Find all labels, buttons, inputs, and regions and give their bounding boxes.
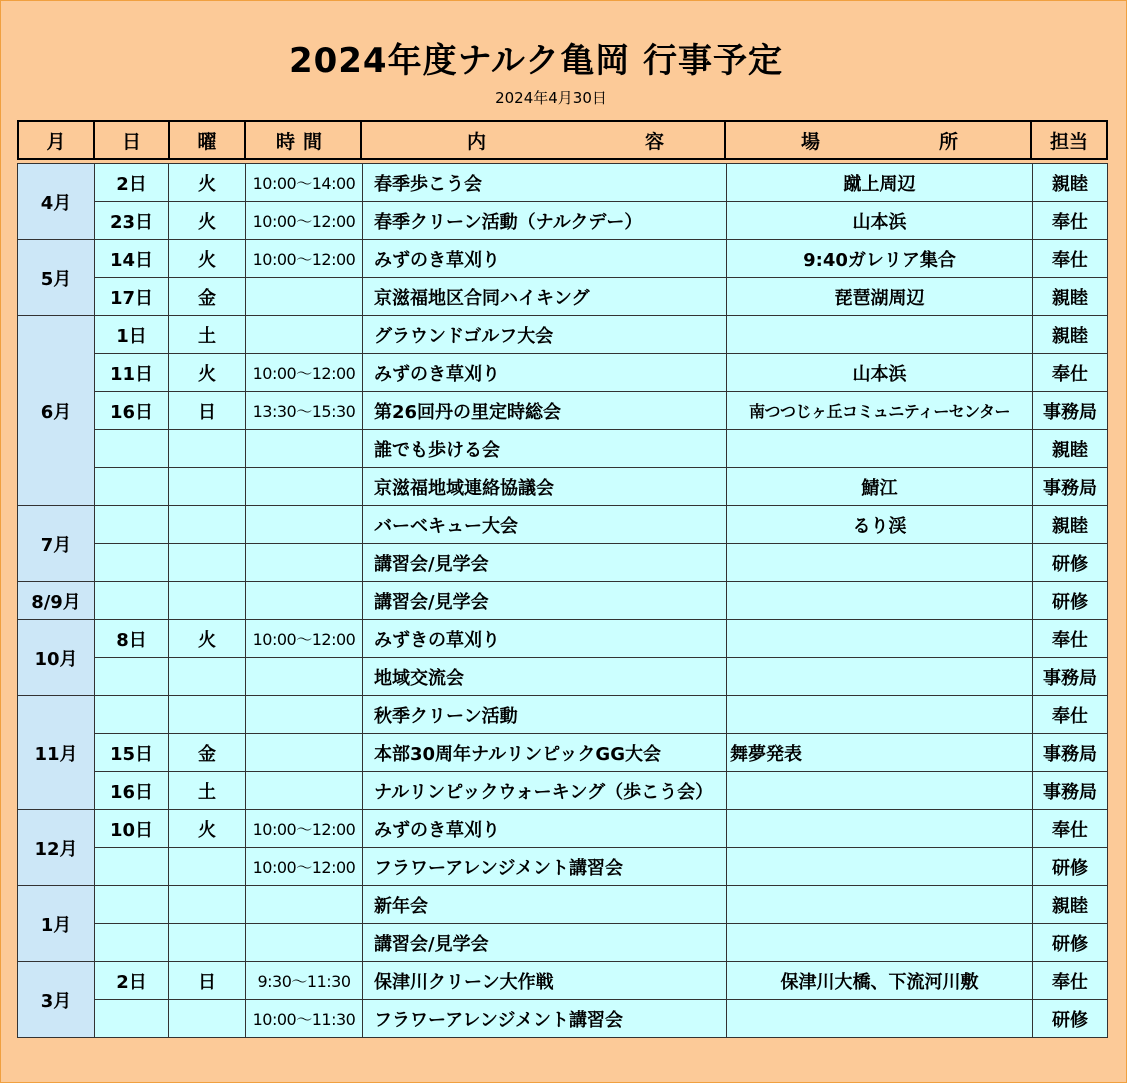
content-cell: みずのき草刈り: [363, 810, 727, 848]
schedule-header: [17, 120, 1108, 160]
place-cell: 山本浜: [727, 354, 1033, 392]
day-cell: 8日: [95, 620, 169, 658]
day-cell: 11日: [95, 354, 169, 392]
month-cell: 8/9月: [18, 582, 95, 620]
place-cell: [727, 1000, 1033, 1038]
issue-date: 2024年4月30日: [495, 89, 607, 107]
table-row: [18, 240, 1108, 278]
place-cell: [727, 544, 1033, 582]
table-row: [18, 848, 1108, 886]
time-cell: [246, 658, 363, 696]
table-row: [18, 392, 1108, 430]
month-cell: 5月: [18, 240, 95, 316]
time-cell: [246, 696, 363, 734]
day-cell: 16日: [95, 772, 169, 810]
charge-cell: 研修: [1033, 848, 1108, 886]
time-cell: 10:00～12:00: [246, 202, 363, 240]
time-cell: 10:00～12:00: [246, 810, 363, 848]
content-cell: 誰でも歩ける会: [363, 430, 727, 468]
content-cell: みずのき草刈り: [363, 240, 727, 278]
time-cell: 9:30～11:30: [246, 962, 363, 1000]
charge-cell: 事務局: [1033, 468, 1108, 506]
day-cell: 16日: [95, 392, 169, 430]
table-row: [18, 468, 1108, 506]
day-cell: 10日: [95, 810, 169, 848]
content-cell: 秋季クリーン活動: [363, 696, 727, 734]
time-cell: [246, 886, 363, 924]
place-cell: [727, 886, 1033, 924]
weekday-cell: 土: [169, 316, 246, 354]
weekday-cell: [169, 430, 246, 468]
day-cell: [95, 1000, 169, 1038]
month-cell: 12月: [18, 810, 95, 886]
day-cell: [95, 848, 169, 886]
place-cell: [727, 772, 1033, 810]
day-cell: [95, 544, 169, 582]
charge-cell: 奉仕: [1033, 240, 1108, 278]
day-cell: 23日: [95, 202, 169, 240]
day-cell: [95, 696, 169, 734]
place-cell: [727, 430, 1033, 468]
time-cell: 10:00～12:00: [246, 620, 363, 658]
charge-cell: 親睦: [1033, 430, 1108, 468]
table-row: [18, 506, 1108, 544]
weekday-cell: 火: [169, 810, 246, 848]
content-cell: 講習会/見学会: [363, 924, 727, 962]
content-cell: 保津川クリーン大作戦: [363, 962, 727, 1000]
time-cell: 10:00～12:00: [246, 240, 363, 278]
time-cell: 10:00～12:00: [246, 354, 363, 392]
place-cell: るり渓: [727, 506, 1033, 544]
table-row: [18, 164, 1108, 202]
time-cell: 10:00～11:30: [246, 1000, 363, 1038]
table-row: [18, 962, 1108, 1000]
content-cell: 京滋福地区合同ハイキング: [363, 278, 727, 316]
content-cell: 春季歩こう会: [363, 164, 727, 202]
charge-cell: 研修: [1033, 582, 1108, 620]
content-cell: 新年会: [363, 886, 727, 924]
charge-cell: 事務局: [1033, 772, 1108, 810]
weekday-cell: [169, 582, 246, 620]
charge-cell: 奉仕: [1033, 962, 1108, 1000]
charge-cell: 事務局: [1033, 392, 1108, 430]
table-row: [18, 620, 1108, 658]
charge-cell: 事務局: [1033, 734, 1108, 772]
content-cell: フラワーアレンジメント講習会: [363, 1000, 727, 1038]
charge-cell: 親睦: [1033, 316, 1108, 354]
charge-cell: 研修: [1033, 924, 1108, 962]
header-day: 日: [94, 121, 169, 159]
table-row: [18, 430, 1108, 468]
time-cell: 13:30～15:30: [246, 392, 363, 430]
header-place-b: 所: [938, 130, 958, 153]
day-cell: 14日: [95, 240, 169, 278]
weekday-cell: 火: [169, 164, 246, 202]
place-cell: 鯖江: [727, 468, 1033, 506]
content-cell: 講習会/見学会: [363, 544, 727, 582]
day-cell: 2日: [95, 962, 169, 1000]
time-cell: [246, 772, 363, 810]
time-cell: 10:00～14:00: [246, 164, 363, 202]
weekday-cell: [169, 658, 246, 696]
month-cell: 6月: [18, 316, 95, 506]
place-cell: 保津川大橋、下流河川敷: [727, 962, 1033, 1000]
place-cell: 9:40ガレリア集合: [727, 240, 1033, 278]
page-title: 2024年度ナルク亀岡 行事予定: [288, 41, 784, 81]
time-cell: [246, 582, 363, 620]
month-cell: 3月: [18, 962, 95, 1038]
place-cell: [727, 924, 1033, 962]
time-cell: [246, 506, 363, 544]
charge-cell: 親睦: [1033, 164, 1108, 202]
day-cell: 2日: [95, 164, 169, 202]
content-cell: 地域交流会: [363, 658, 727, 696]
content-cell: 春季クリーン活動（ナルクデー）: [363, 202, 727, 240]
content-cell: 京滋福地域連絡協議会: [363, 468, 727, 506]
header-charge: 担当: [1031, 121, 1107, 159]
table-row: [18, 316, 1108, 354]
weekday-cell: 火: [169, 202, 246, 240]
content-cell: 本部30周年ナルリンピックGG大会: [363, 734, 727, 772]
table-row: [18, 772, 1108, 810]
content-cell: フラワーアレンジメント講習会: [363, 848, 727, 886]
content-cell: 講習会/見学会: [363, 582, 727, 620]
time-cell: [246, 734, 363, 772]
month-cell: 1月: [18, 886, 95, 962]
place-cell: [727, 582, 1033, 620]
day-cell: 15日: [95, 734, 169, 772]
table-row: [18, 544, 1108, 582]
header-place-a: 場: [801, 130, 821, 153]
table-row: [18, 810, 1108, 848]
month-cell: 7月: [18, 506, 95, 582]
table-row: [18, 202, 1108, 240]
weekday-cell: 火: [169, 354, 246, 392]
weekday-cell: 日: [169, 392, 246, 430]
table-row: [18, 278, 1108, 316]
day-cell: [95, 886, 169, 924]
weekday-cell: 火: [169, 240, 246, 278]
weekday-cell: [169, 924, 246, 962]
place-cell: [727, 658, 1033, 696]
header-month: 月: [18, 121, 94, 159]
charge-cell: 親睦: [1033, 886, 1108, 924]
charge-cell: 研修: [1033, 544, 1108, 582]
month-cell: 10月: [18, 620, 95, 696]
place-cell: 琵琶湖周辺: [727, 278, 1033, 316]
time-cell: [246, 924, 363, 962]
time-cell: [246, 316, 363, 354]
header-time: 時間: [245, 121, 361, 159]
weekday-cell: [169, 468, 246, 506]
table-row: [18, 582, 1108, 620]
charge-cell: 奉仕: [1033, 202, 1108, 240]
place-cell: [727, 620, 1033, 658]
day-cell: [95, 468, 169, 506]
table-row: [18, 886, 1108, 924]
place-cell: [727, 696, 1033, 734]
place-cell: [727, 316, 1033, 354]
weekday-cell: 金: [169, 278, 246, 316]
charge-cell: 事務局: [1033, 658, 1108, 696]
weekday-cell: [169, 886, 246, 924]
table-row: [18, 734, 1108, 772]
day-cell: [95, 430, 169, 468]
charge-cell: 奉仕: [1033, 620, 1108, 658]
day-cell: [95, 924, 169, 962]
table-row: [18, 924, 1108, 962]
table-row: [18, 354, 1108, 392]
day-cell: [95, 506, 169, 544]
time-cell: 10:00～12:00: [246, 848, 363, 886]
day-cell: 17日: [95, 278, 169, 316]
header-place: [725, 121, 1031, 159]
charge-cell: 親睦: [1033, 506, 1108, 544]
place-cell: 舞夢発表: [727, 734, 1033, 772]
month-cell: 4月: [18, 164, 95, 240]
schedule-table: [17, 163, 1108, 1038]
day-cell: [95, 582, 169, 620]
table-row: [18, 1000, 1108, 1038]
header-content-b: 容: [644, 130, 664, 153]
content-cell: 第26回丹の里定時総会: [363, 392, 727, 430]
weekday-cell: [169, 696, 246, 734]
charge-cell: 奉仕: [1033, 354, 1108, 392]
time-cell: [246, 430, 363, 468]
table-row: [18, 696, 1108, 734]
weekday-cell: [169, 848, 246, 886]
weekday-cell: 土: [169, 772, 246, 810]
day-cell: 1日: [95, 316, 169, 354]
place-cell: [727, 810, 1033, 848]
month-cell: 11月: [18, 696, 95, 810]
place-cell: 蹴上周辺: [727, 164, 1033, 202]
charge-cell: 奉仕: [1033, 810, 1108, 848]
content-cell: みずきの草刈り: [363, 620, 727, 658]
place-cell: [727, 848, 1033, 886]
weekday-cell: [169, 544, 246, 582]
schedule-body: [18, 164, 1108, 1038]
charge-cell: 親睦: [1033, 278, 1108, 316]
weekday-cell: [169, 1000, 246, 1038]
table-row: [18, 658, 1108, 696]
content-cell: グラウンドゴルフ大会: [363, 316, 727, 354]
place-cell: 南つつじヶ丘コミュニティーセンター: [727, 392, 1033, 430]
time-cell: [246, 544, 363, 582]
place-cell: 山本浜: [727, 202, 1033, 240]
weekday-cell: 金: [169, 734, 246, 772]
time-cell: [246, 468, 363, 506]
header-content: [361, 121, 725, 159]
content-cell: ナルリンピックウォーキング（歩こう会）: [363, 772, 727, 810]
content-cell: バーベキュー大会: [363, 506, 727, 544]
time-cell: [246, 278, 363, 316]
weekday-cell: [169, 506, 246, 544]
content-cell: みずのき草刈り: [363, 354, 727, 392]
header-content-a: 内: [467, 130, 487, 153]
weekday-cell: 火: [169, 620, 246, 658]
charge-cell: 研修: [1033, 1000, 1108, 1038]
charge-cell: 奉仕: [1033, 696, 1108, 734]
day-cell: [95, 658, 169, 696]
weekday-cell: 日: [169, 962, 246, 1000]
header-weekday: 曜: [169, 121, 245, 159]
